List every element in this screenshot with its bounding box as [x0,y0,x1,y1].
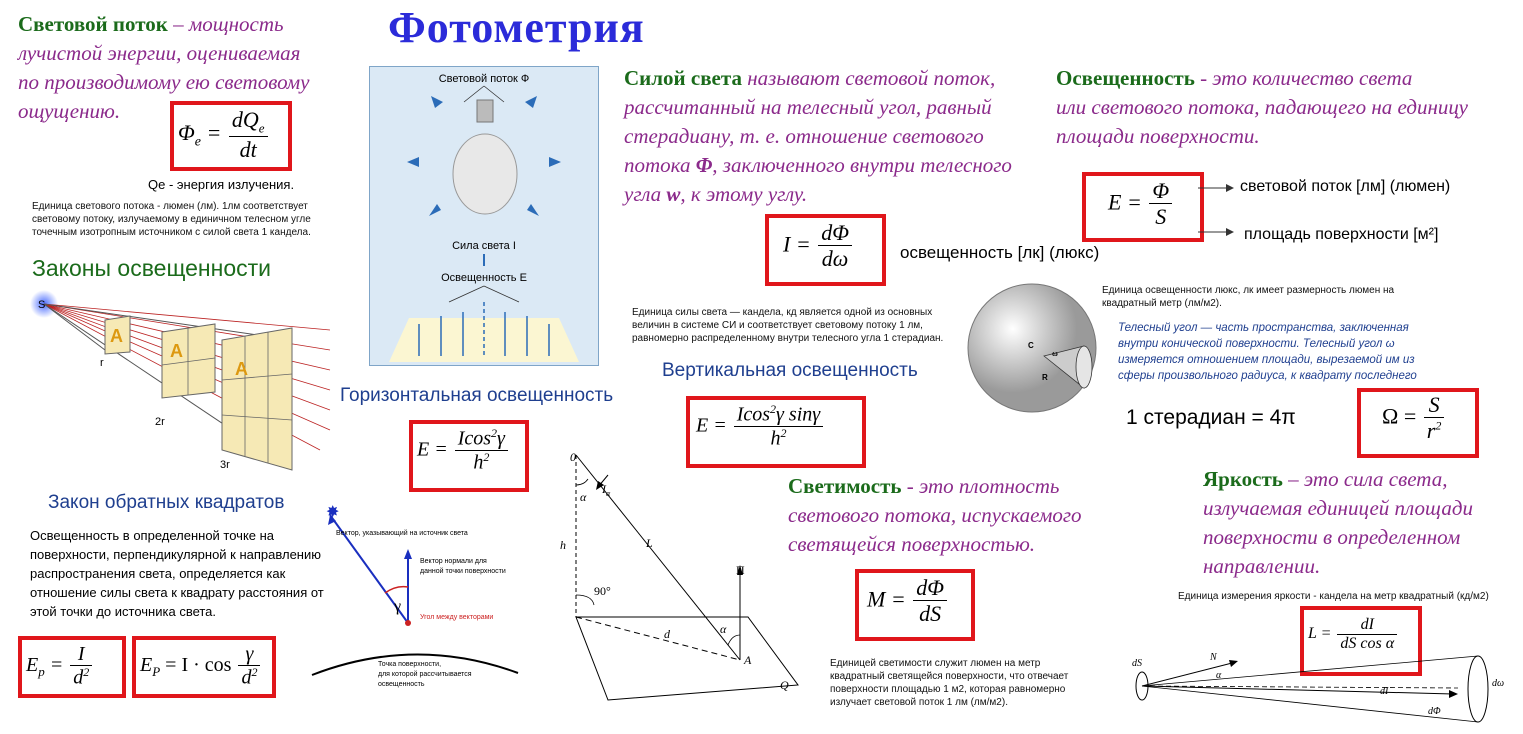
surface-point [405,620,411,626]
luminous-flux-formula: $\Phi_e$ = $\frac{dQ_e}{dt}$ [178,108,270,162]
distance-label-r: r [100,357,104,369]
area-label-a2: A [170,341,183,361]
intensity-def-5b: w [666,182,681,206]
text-line: Телесный угол — часть пространства, заключенная [1118,322,1409,334]
note-line: величин в системе СИ и соответствует световому потоку 1 лм, [632,320,923,331]
solid-angle-formula: Ω = $\frac{S}{r^2}$ [1382,393,1446,443]
note-line: квадратный метр (лм/м2). [1102,298,1222,309]
illuminance-def-1: - это количество света [1200,66,1413,90]
brightness-definition [1203,465,1513,581]
luminous-flux-def-4: ощущению. [18,99,121,123]
illuminance-unit-note [1102,284,1432,310]
note-line: Единица освещенности люкс, лк имеет размерность люмен на [1102,285,1395,296]
gamma-label: γ [394,598,402,615]
right-angle-label: 90° [594,584,611,598]
illuminance-term: Освещенность [1056,66,1195,90]
inverse-square-text [30,526,350,621]
intensity-definition [624,64,1044,209]
alpha-label-top: α [580,490,587,504]
note-line: равномерно распределенному внутри телесного угла 1 стерадиан. [632,333,944,344]
luminous-flux-term: Световой поток [18,12,168,36]
intensity-def-5c: , к этому углу. [680,182,808,206]
intensity-def-5a: угла [624,182,662,206]
luminous-flux-def-1: мощность [188,12,284,36]
formula-num-sub: e [258,120,265,136]
page-title: Фотометрия [388,3,645,52]
formula-num-tail: γ sinγ [776,403,821,426]
luminosity-def-3: светящейся поверхностью. [788,532,1036,556]
brightness-def-2: излучаемая единицей площади [1203,496,1473,520]
formula-den: dS [919,601,942,627]
intensity-def-3: стерадиану, т. е. отношение светового [624,124,984,148]
note-line: точечным изотропным источником с силой света 1 кандела. [32,227,311,238]
formula-lhs: E [26,653,39,676]
text-line: сферы произвольного радиуса, к квадрату последнего [1118,370,1417,382]
note-line: квадратный светящейся поверхности, что отвечает [830,671,1069,682]
radius-label: R [1042,373,1048,382]
formula-lhs: L [1308,625,1317,643]
height-label: h [560,538,566,552]
inverse-square-heading: Закон обратных квадратов [48,492,285,513]
formula-lhs: E [1108,189,1122,215]
formula-num: dQ [231,107,259,132]
note-line: Единица силы света — кандела, кд является одной из основных [632,307,933,318]
formula-den: dt [239,136,257,162]
brightness-formula: L = $\frac{dI}{\text{dS cos α}}$ [1308,616,1399,653]
formula-num: Φ [1149,179,1172,204]
cross-section [1468,656,1488,722]
area-panel-3 [222,328,292,470]
qe-note: Qe - энергия излучения. [148,177,295,192]
luminous-flux-def-2: лучистой энергии, оцениваемая [18,41,301,65]
luminosity-formula: M = $\frac{d\Phi}{dS}$ [867,576,949,626]
source-label: S [38,299,46,311]
brightness-def-4: направлении. [1203,554,1321,578]
intensity-formula: I = $\frac{d\Phi}{d\omega}$ [783,221,854,271]
luminosity-definition [788,472,1118,559]
formula-num: S [1424,393,1445,418]
text-line: внутри конической поверхности. Телесный угол ω [1118,338,1395,350]
luminosity-term: Светимость [788,474,902,498]
formula-lhs: M [867,586,886,612]
alpha-label: α [1216,670,1222,681]
source-vector-label: Вектор, указывающий на источник света [336,530,468,537]
distance-label-2r: 2r [155,416,165,428]
luminous-flux-def-3: по производимому ею световому [18,70,310,94]
note-line: поверхности площадью 1 м2, которая равномерно [830,684,1066,695]
intensity-def-4b: Φ [695,153,713,177]
formula-lhs: I [783,231,791,257]
sun-icon: ✸ [326,504,340,521]
formula-num: γ [238,643,260,666]
vertical-formula: E = $\frac{Icos^2\gamma \sin\gamma}{h^2}$ [696,403,825,450]
formula-den: d [241,666,252,689]
dphi-label: dΦ [1428,706,1441,717]
lamp-base [477,100,493,122]
formula-num: dI [1337,616,1397,635]
formula-lhs: E [417,438,430,461]
intensity-def-2: рассчитанный на телесный угол, равный [624,95,992,119]
intensity-term: Силой света [624,66,742,90]
distance-label-3r: 3r [220,459,230,471]
inverse-square-formula-1: $E_p$ = $\frac{I}{d^2}$ [26,643,94,690]
illuminance-arrows [1190,180,1240,240]
brightness-def-1: – это сила света, [1288,467,1448,491]
intensity-def-4c: , заключенного внутри телесного [712,153,1012,177]
formula-den: h [770,427,781,450]
text-line: Освещенность в определенной точке на [30,528,275,543]
formula-lhs-sub: e [194,134,201,150]
domega-label: dω [1492,678,1505,689]
brightness-unit-note: Единица измерения яркости - кандела на метр квадратный (кд/м2) [1178,591,1489,602]
formula-den: d [73,666,84,689]
geometry-figure [548,445,808,715]
formula-num-tail: γ [497,427,505,450]
angle-label: Угол между векторами [420,614,494,621]
illuminance-arrow-label-2: площадь поверхности [м²] [1244,226,1439,243]
note-line: Единицей светимости служит люмен на метр [830,658,1041,669]
intensity-def-4a: потока [624,153,691,177]
formula-num: Icos [736,403,771,426]
intensity-i: I [602,482,606,496]
flux-label: Световой поток Ф [438,73,530,85]
intensity-sub: α [606,489,611,498]
illuminance-def-3: площади поверхности. [1056,124,1260,148]
luminosity-def-2: светового потока, испускаемого [788,503,1082,527]
brightness-figure [1128,648,1518,730]
pi-label: П [736,563,745,577]
area-label-a3: A [235,359,248,379]
formula-lhs-sub: p [38,663,45,679]
luminosity-def-1: - это плотность [906,474,1060,498]
normal-vector-label-1: Вектор нормали для [420,558,487,565]
note-line: Единица светового потока - люмен (лм). 1лм соответствует [32,201,308,212]
formula-num: I [70,643,92,666]
area-panel-2 [162,324,215,398]
formula-lhs: E [140,653,153,676]
point-o-label: 0 [570,450,576,464]
illuminance-unit-label: освещенность [лк] (люкс) [900,243,1100,262]
formula-lhs-sub: P [152,663,161,679]
formula-lhs: E [696,414,709,437]
normal-vector-label-2: данной точки поверхности [420,568,506,575]
solid-angle-text [1118,320,1498,384]
sphere-center-label: C [1028,341,1034,350]
d-label: d [664,627,670,641]
sphere-figure [966,280,1106,420]
distance-l-label: L [646,536,653,550]
text-line: этой точки до источника света. [30,604,217,619]
text-line: измеряется отношением площади, вырезаемой им из [1118,354,1415,366]
illuminance-def-2: или светового потока, падающего на единицу [1056,95,1468,119]
point-label-3: освещенность [378,681,425,688]
text-line: поверхности, перпендикулярной к направлению [30,547,321,562]
intensity-label: Сила света I [452,240,516,252]
formula-lhs: Ω [1382,403,1399,429]
illuminance-label: Освещенность Е [441,272,527,284]
intensity-label [601,482,611,498]
steradian-equation: 1 стерадиан = 4π [1126,406,1296,429]
note-line: световому потоку, излучаемому в единичном телесном угле [32,214,311,225]
horizontal-formula: E = $\frac{Icos^2\gamma}{h^2}$ [417,427,510,474]
illuminance-definition [1056,64,1516,151]
point-label-1: Точка поверхности, [378,661,442,668]
formula-lhs: Φ [178,120,195,146]
formula-den: S [1155,204,1167,230]
inverse-square-formula-2: $E_P = I \cdot \cos$ $\frac{\gamma}{d^2}$ [140,643,262,690]
normal-n-label: N [1210,652,1217,663]
illuminance-arrow-label-1: световой поток [лм] (люмен) [1240,178,1451,195]
ds-label: dS [1132,658,1142,669]
inverse-square-pyramid-figure [30,290,350,480]
brightness-term: Яркость [1203,467,1283,491]
lamp-bulb [453,134,517,214]
formula-den: h [473,451,484,474]
intensity-unit-note [632,306,972,345]
point-label-2: для которой рассчитывается [378,671,472,678]
formula-den: r [1426,418,1436,444]
point-a-label: A [744,653,752,667]
di-label: dI [1380,686,1389,697]
brightness-def-3: поверхности в определенном [1203,525,1461,549]
luminosity-unit-note [830,657,1100,709]
text-line: отношение силы света к квадрату расстояния от [30,585,324,600]
omega-label: ω [1052,349,1058,358]
area-label-a1: A [110,326,123,346]
illuminance-formula: E = $\frac{\Phi}{S}$ [1108,179,1174,229]
formula-den: dω [821,246,849,272]
angle-vector-figure [310,505,525,715]
plane-q [576,617,798,700]
formula-mid: = I · cos [165,653,232,676]
luminous-flux-unit-note [32,200,342,239]
formula-num: dΦ [913,576,947,601]
laws-heading: Законы освещенности [32,255,271,281]
vertical-heading: Вертикальная освещенность [662,360,918,381]
formula-num: Icos [457,427,492,450]
lamp-illustration [369,66,599,366]
alpha-label-bottom: α [720,622,727,636]
horizontal-heading: Горизонтальная освещенность [340,385,614,406]
formula-num: dΦ [818,221,852,246]
plane-q-label: Q [780,678,789,692]
note-line: излучает световой поток 1 лм (лм/м2). [830,697,1008,708]
text-line: распространения света, определяется как [30,566,286,581]
intensity-def-1: называют световой поток, [747,66,996,90]
luminous-flux-dash: – [173,12,184,36]
formula-den: dS cos α [1340,634,1395,652]
